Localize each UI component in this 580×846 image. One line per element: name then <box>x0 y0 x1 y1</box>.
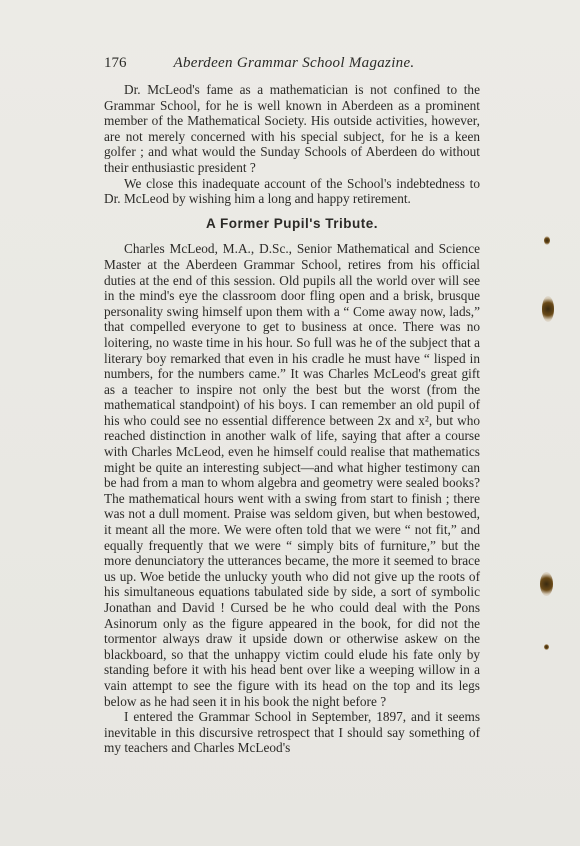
running-title: Aberdeen Grammar School Magazine. <box>173 55 415 71</box>
section-title: A Former Pupil's Tribute. <box>206 215 378 231</box>
paragraph: Dr. McLeod's fame as a mathematician is not confined to the Grammar School, for he is well known in Aberdeen as a prominent member of the Mathematical Society. His outside activities, however, are not merely concerned with his special subject, for he is a keen golfer ; and what would the Sunday Schools of Aberdeen do without their enthusiastic president ? <box>104 82 480 175</box>
article-body <box>104 82 480 756</box>
ink-spot <box>544 644 549 650</box>
page-number: 176 <box>104 55 127 71</box>
paragraph: I entered the Grammar School in September, 1897, and it seems inevitable in this discursive retrospect that I should say something of my teachers and Charles McLeod's <box>104 709 480 756</box>
ink-spot <box>542 296 554 322</box>
ink-spot <box>544 236 550 245</box>
paragraph: We close this inadequate account of the School's indebtedness to Dr. McLeod by wishing him a long and happy retirement. <box>104 175 480 207</box>
ink-spot <box>540 572 553 596</box>
paragraph: Charles McLeod, M.A., D.Sc., Senior Mathematical and Science Master at the Aberdeen Grammar School, retires from his official duties at the end of this session. Old pupils all the world over will see in the mind's eye the classroom door fling open and a brisk, brusque personality swing himself upon them with a “ Come away now, lads,” that compelled everyone to get to business at once. There was no loitering, no waste time in his hour. So full was he of the subject that a literary boy remarked that even in his cradle he must have “ lisped in numbers, for the numbers came.” It was Charles McLeod's great gift as a teacher to inspire not only the best but the worst (from the mathematical standpoint) of his boys. I can remember an old pupil of his who could see no essential difference between 2x and x², but who reached distinction in another walk of life, saying that after a course with Charles McLeod, even he himself could realise that mathematics might be quite an interesting subject—and what higher testimony can be had from a man to whom algebra and geometry were sealed books? The mathematical hours went with a swing from start to finish ; there was not a dull moment. Praise was seldom given, but when bestowed, it meant all the more. We were often told that we were “ not fit,” and equally frequently that we were “ simply bits of furniture,” but the more denunciatory the utterances became, the more it seemed to brace us up. Woe betide the unlucky youth who did not give up the roots of his simultaneous equations tabulated side by side, a sort of symbolic Jonathan and David ! Cursed be he who could deal with the Pons Asinorum only as the figure appeared in the book, for did not the tormentor always draw it upside down or otherwise askew on the blackboard, so that the unhappy victim could elude his fate only by standing before it with his head bent over like a weeping willow in a vain attempt to see the figure with its head on the top and its legs below as he had seen it in his book the night before ? <box>104 241 480 709</box>
